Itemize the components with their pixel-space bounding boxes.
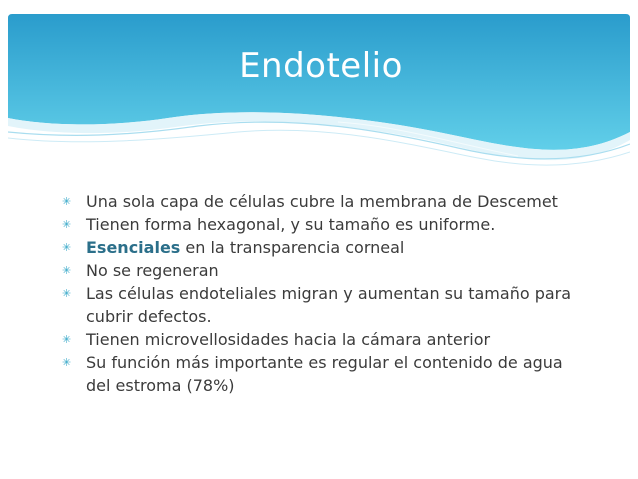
bullet-emphasis: Esenciales [86, 238, 181, 257]
bullet-text: No se regeneran [86, 261, 219, 280]
asterisk-bullet-icon: ✳ [62, 287, 72, 300]
list-item [62, 328, 582, 351]
bullet-text: Tienen microvellosidades hacia la cámara anterior [86, 330, 491, 349]
asterisk-bullet-icon: ✳ [62, 218, 72, 231]
asterisk-bullet-icon: ✳ [62, 195, 72, 208]
bullet-text: Su función más importante es regular el contenido de agua del estroma (78%) [86, 353, 563, 395]
slide-title: Endotelio [239, 46, 403, 86]
list-item [62, 190, 582, 213]
bullet-text: Las células endoteliales migran y aumentan su tamaño para cubrir defectos. [86, 284, 572, 326]
title-banner [8, 14, 630, 184]
asterisk-bullet-icon: ✳ [62, 241, 72, 254]
asterisk-bullet-icon: ✳ [62, 356, 72, 369]
bullet-text: en la transparencia corneal [180, 238, 405, 257]
bullet-text: Tienen forma hexagonal, y su tamaño es uniforme. [86, 215, 496, 234]
list-item [62, 282, 582, 328]
list-item [62, 213, 582, 236]
asterisk-bullet-icon: ✳ [62, 264, 72, 277]
bullet-text: Una sola capa de células cubre la membrana de Descemet [86, 192, 558, 211]
list-item [62, 236, 582, 259]
banner-wave-graphic [8, 14, 630, 184]
list-item [62, 351, 582, 397]
asterisk-bullet-icon: ✳ [62, 333, 72, 346]
list-item [62, 259, 582, 282]
bullet-list [62, 190, 582, 397]
